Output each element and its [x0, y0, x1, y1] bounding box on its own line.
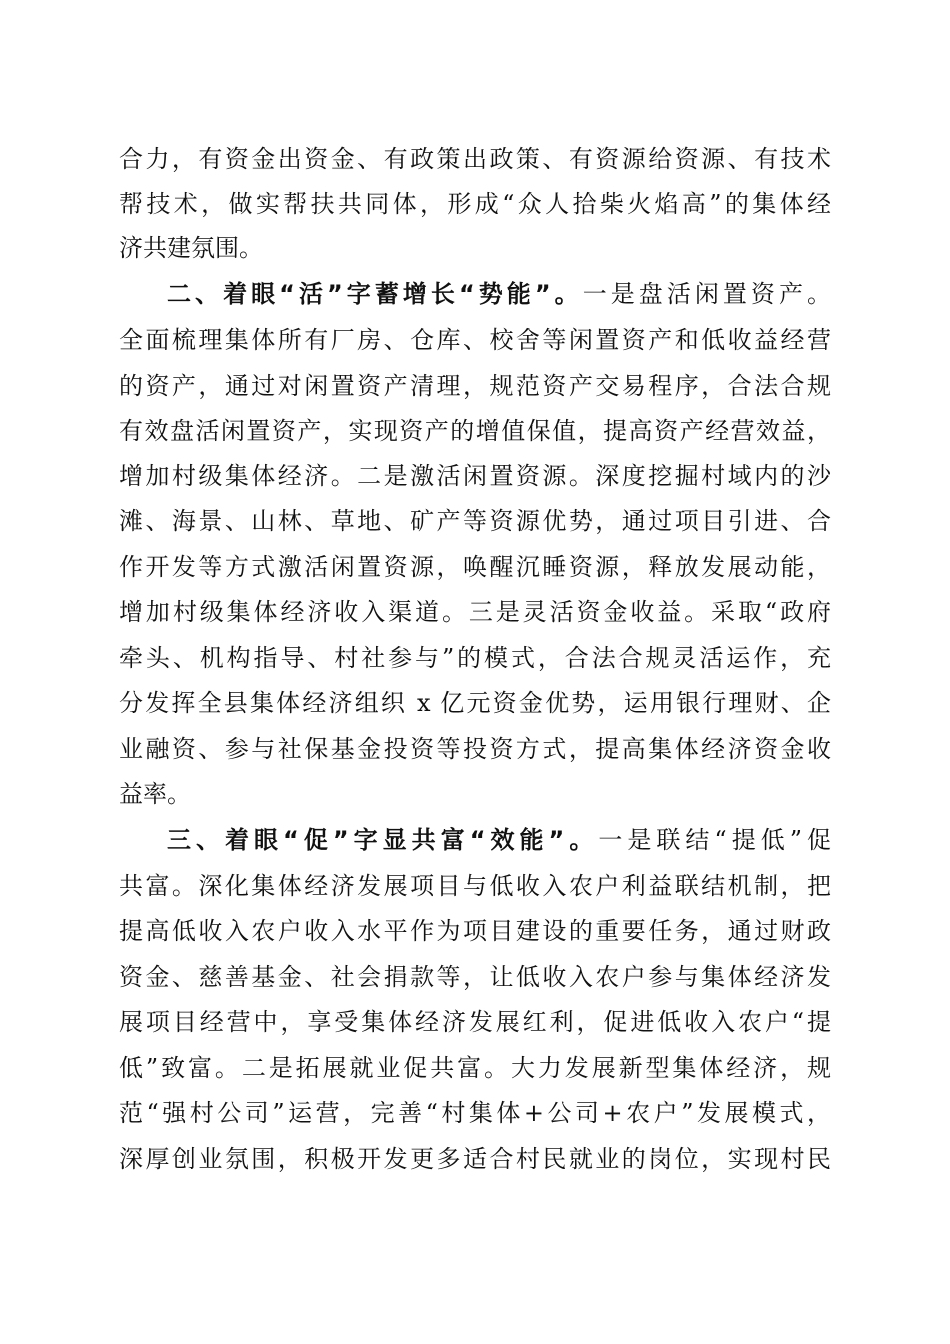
- paragraph-line: 帮技术，做实帮扶共同体，形成“众人拾柴火焰高”的集体经: [119, 190, 831, 218]
- paragraph-line: 牵头、机构指导、村社参与”的模式，合法合规灵活运作，充: [119, 644, 831, 672]
- paragraph-first-line: [167, 818, 831, 862]
- paragraph-line: 提高低收入农户收入水平作为项目建设的重要任务，通过财政: [119, 917, 831, 945]
- paragraph-line: 分发挥全县集体经济组织 x 亿元资金优势，运用银行理财、企: [119, 689, 831, 717]
- paragraph-line: 深厚创业氛围，积极开发更多适合村民就业的岗位，实现村民: [119, 1145, 831, 1173]
- paragraph-line: 作开发等方式激活闲置资源，唤醒沉睡资源，释放发展动能，: [119, 553, 831, 581]
- paragraph-line: 滩、海景、山林、草地、矿产等资源优势，通过项目引进、合: [119, 507, 831, 535]
- paragraph-line: 合力，有资金出资金、有政策出政策、有资源给资源、有技术: [119, 145, 831, 173]
- paragraph-line: 有效盘活闲置资产，实现资产的增值保值，提高资产经营效益，: [119, 417, 831, 445]
- paragraph-line: 低”致富。二是拓展就业促共富。大力发展新型集体经济，规: [119, 1054, 831, 1082]
- paragraph-line: 益率。: [119, 780, 191, 808]
- paragraph-line: 共富。深化集体经济发展项目与低收入农户利益联结机制，把: [119, 872, 831, 900]
- paragraph-line: 范“强村公司”运营，完善“村集体+公司+农户”发展模式，: [119, 1099, 831, 1127]
- paragraph-first-line: [167, 272, 831, 316]
- paragraph-line: 增加村级集体经济收入渠道。三是灵活资金收益。采取“政府: [119, 598, 831, 626]
- paragraph-line: 业融资、参与社保基金投资等投资方式，提高集体经济资金收: [119, 735, 831, 763]
- paragraph-text: 一是盘活闲置资产。: [582, 280, 832, 308]
- paragraph-line: 全面梳理集体所有厂房、仓库、校舍等闲置资产和低收益经营: [119, 326, 831, 354]
- paragraph-text: 一是联结“提低”促: [598, 826, 832, 854]
- paragraph-line: 济共建氛围。: [119, 234, 263, 262]
- paragraph-line: 资金、慈善基金、社会捐款等，让低收入农户参与集体经济发: [119, 963, 831, 991]
- section-heading: 二、着眼“活”字蓄增长“势能”。: [167, 280, 583, 308]
- paragraph-line: 的资产，通过对闲置资产清理，规范资产交易程序，合法合规: [119, 372, 831, 400]
- paragraph-line: 增加村级集体经济。二是激活闲置资源。深度挖掘村域内的沙: [119, 462, 831, 490]
- paragraph-line: 展项目经营中，享受集体经济发展红利，促进低收入农户“提: [119, 1008, 831, 1036]
- section-heading: 三、着眼“促”字显共富“效能”。: [167, 826, 599, 854]
